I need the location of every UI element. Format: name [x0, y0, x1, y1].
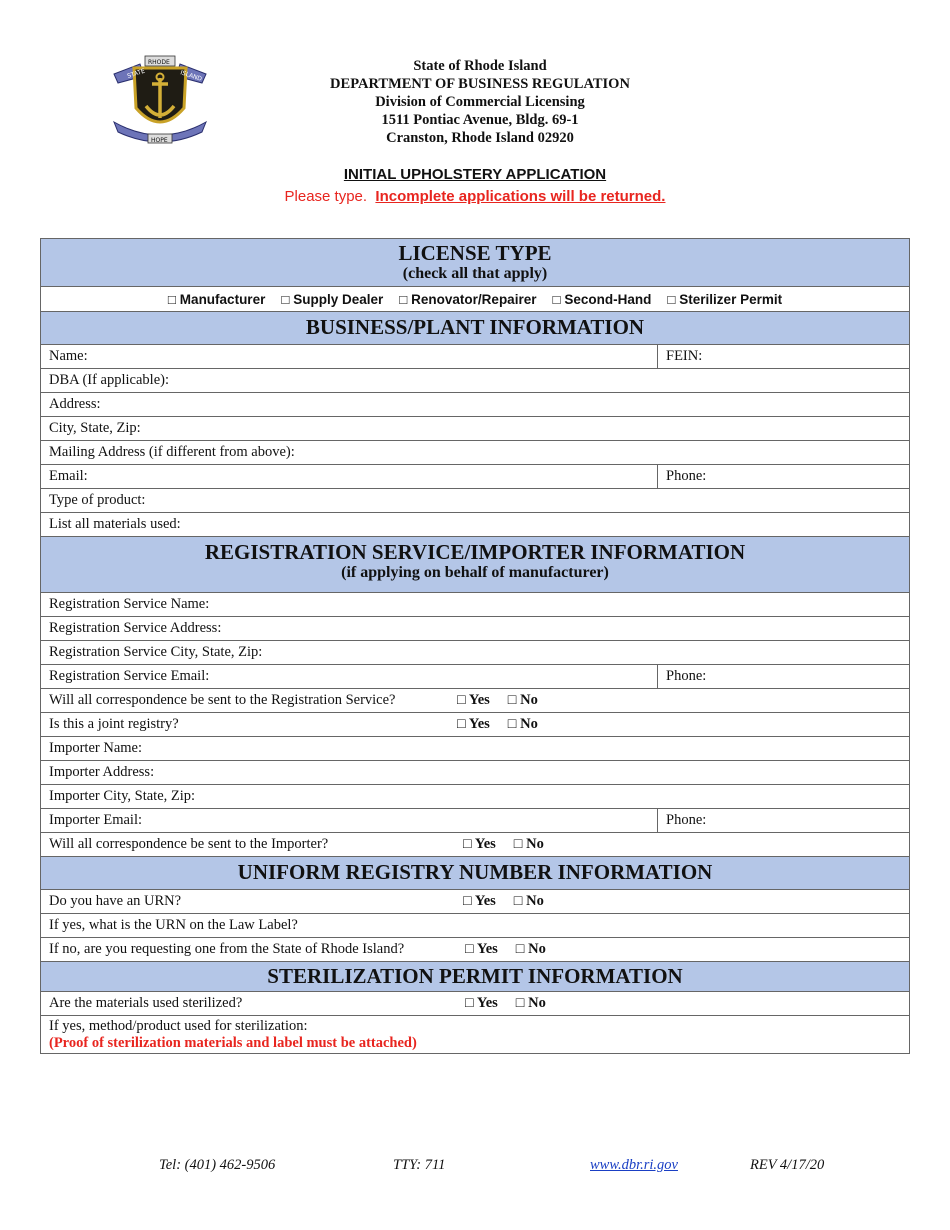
- instructions-plain: Please type.: [284, 188, 368, 205]
- yes-checkbox[interactable]: □ Yes: [463, 893, 496, 909]
- field-row: [41, 465, 909, 489]
- no-checkbox[interactable]: □ No: [513, 836, 544, 852]
- importer-email-field[interactable]: Importer Email:: [49, 812, 143, 828]
- field-row: [41, 593, 909, 617]
- checkbox-sterilizer-permit[interactable]: □ Sterilizer Permit: [667, 291, 783, 307]
- field-row: [41, 513, 909, 537]
- field-row: [41, 785, 909, 809]
- product-type-field[interactable]: Type of product:: [49, 492, 146, 508]
- field-row: [41, 1016, 909, 1053]
- no-checkbox[interactable]: □ No: [513, 893, 544, 909]
- field-row: [41, 809, 909, 833]
- agency-header: [300, 57, 660, 147]
- checkbox-renovator-repairer[interactable]: □ Renovator/Repairer: [399, 291, 537, 307]
- section-registration: [41, 537, 909, 593]
- field-row: [41, 345, 909, 369]
- seal-word: HOPE: [151, 137, 168, 144]
- section-business: [41, 312, 909, 345]
- field-row: [41, 393, 909, 417]
- section-urn: [41, 857, 909, 890]
- state-seal: [110, 52, 210, 147]
- seal-word: ISLAND: [179, 69, 203, 83]
- proof-note: (Proof of sterilization materials and label must be attached): [49, 1034, 417, 1051]
- application-form: [40, 238, 910, 1054]
- have-urn-question: [41, 890, 909, 913]
- form-instructions: [0, 188, 950, 205]
- yes-no-options: [457, 716, 556, 733]
- importer-address-field[interactable]: Importer Address:: [49, 764, 155, 780]
- importer-correspondence-question: [41, 833, 909, 856]
- question-label: Do you have an URN?: [49, 893, 182, 909]
- yes-no-options: [463, 836, 562, 853]
- section-title: UNIFORM REGISTRY NUMBER INFORMATION: [237, 860, 713, 884]
- section-subtitle: (check all that apply): [402, 265, 548, 282]
- yes-no-options: [457, 692, 556, 709]
- yes-no-row: [41, 689, 909, 713]
- yes-no-row: [41, 938, 909, 962]
- joint-registry-question: [41, 713, 909, 736]
- mailing-address-field[interactable]: Mailing Address (if different from above):: [49, 444, 295, 460]
- no-checkbox[interactable]: □ No: [515, 995, 546, 1011]
- materials-field[interactable]: List all materials used:: [49, 516, 181, 532]
- seal-word: RHODE: [148, 59, 170, 66]
- email-field[interactable]: Email:: [49, 468, 88, 484]
- importer-city-field[interactable]: Importer City, State, Zip:: [49, 788, 196, 804]
- yes-checkbox[interactable]: □ Yes: [465, 941, 498, 957]
- city-state-zip-field[interactable]: City, State, Zip:: [49, 420, 141, 436]
- header-department: DEPARTMENT OF BUSINESS REGULATION: [330, 76, 630, 92]
- question-label: Are the materials used sterilized?: [49, 995, 243, 1011]
- section-title: LICENSE TYPE: [398, 241, 552, 265]
- header-city: Cranston, Rhode Island 02920: [386, 130, 574, 146]
- dba-field[interactable]: DBA (If applicable):: [49, 372, 169, 388]
- field-row: [41, 641, 909, 665]
- yes-no-options: [465, 941, 564, 958]
- fein-field[interactable]: FEIN:: [657, 345, 909, 368]
- field-row: [41, 417, 909, 441]
- section-license-type: [41, 239, 909, 287]
- yes-checkbox[interactable]: □ Yes: [457, 692, 490, 708]
- registration-service-name-field[interactable]: Registration Service Name:: [49, 596, 210, 612]
- no-checkbox[interactable]: □ No: [515, 941, 546, 957]
- address-field[interactable]: Address:: [49, 396, 101, 412]
- name-field[interactable]: Name:: [49, 348, 88, 364]
- yes-no-options: [463, 893, 562, 910]
- footer-revision: REV 4/17/20: [750, 1157, 825, 1173]
- question-label: Is this a joint registry?: [49, 716, 179, 732]
- field-row: [41, 737, 909, 761]
- field-row: [41, 761, 909, 785]
- rhode-island-seal-icon: [110, 52, 210, 147]
- no-checkbox[interactable]: □ No: [507, 716, 538, 732]
- yes-no-options: [465, 995, 564, 1012]
- yes-no-row: [41, 833, 909, 857]
- registration-service-email-field[interactable]: Registration Service Email:: [49, 668, 210, 684]
- registration-service-city-field[interactable]: Registration Service City, State, Zip:: [49, 644, 263, 660]
- header-division: Division of Commercial Licensing: [375, 94, 585, 110]
- section-title: BUSINESS/PLANT INFORMATION: [305, 315, 645, 339]
- no-checkbox[interactable]: □ No: [507, 692, 538, 708]
- seal-word: STATE: [126, 67, 146, 80]
- yes-no-row: [41, 992, 909, 1016]
- registration-correspondence-question: [41, 689, 909, 712]
- footer-website-link[interactable]: www.dbr.ri.gov: [590, 1157, 678, 1173]
- registration-service-address-field[interactable]: Registration Service Address:: [49, 620, 222, 636]
- section-title: REGISTRATION SERVICE/IMPORTER INFORMATION: [204, 540, 746, 564]
- sterilization-method-field[interactable]: [41, 1016, 909, 1053]
- phone-field[interactable]: Phone:: [657, 465, 909, 488]
- field-row: [41, 369, 909, 393]
- yes-checkbox[interactable]: □ Yes: [463, 836, 496, 852]
- form-title: INITIAL UPHOLSTERY APPLICATION: [343, 166, 607, 183]
- field-row: [41, 665, 909, 689]
- section-subtitle: (if applying on behalf of manufacturer): [341, 564, 609, 581]
- field-row: [41, 441, 909, 465]
- yes-checkbox[interactable]: □ Yes: [457, 716, 490, 732]
- importer-phone-field[interactable]: Phone:: [657, 809, 909, 832]
- checkbox-second-hand[interactable]: □ Second-Hand: [552, 291, 652, 307]
- field-row: [41, 489, 909, 513]
- yes-checkbox[interactable]: □ Yes: [465, 995, 498, 1011]
- section-sterilization: [41, 962, 909, 992]
- footer-tty: TTY: 711: [393, 1157, 446, 1173]
- registration-service-phone-field[interactable]: Phone:: [657, 665, 909, 688]
- section-title: STERILIZATION PERMIT INFORMATION: [267, 964, 683, 988]
- urn-law-label-field[interactable]: If yes, what is the URN on the Law Label?: [49, 917, 298, 933]
- footer-tel: Tel: (401) 462-9506: [159, 1157, 276, 1173]
- instructions-emphasis: Incomplete applications will be returned.: [375, 188, 666, 205]
- field-row: [41, 617, 909, 641]
- question-label: Will all correspondence be sent to the Registration Service?: [49, 692, 396, 708]
- license-type-options: [41, 287, 909, 312]
- checkbox-supply-dealer[interactable]: □ Supply Dealer: [281, 291, 384, 307]
- field-row: [41, 914, 909, 938]
- checkbox-manufacturer[interactable]: □ Manufacturer: [167, 291, 266, 307]
- sterilized-question: [41, 992, 909, 1015]
- question-label: If yes, method/product used for sterilization:: [49, 1017, 308, 1034]
- header-street: 1511 Pontiac Avenue, Bldg. 69-1: [381, 112, 579, 128]
- request-urn-question: [41, 938, 909, 961]
- question-label: If no, are you requesting one from the State of Rhode Island?: [49, 941, 405, 957]
- header-state: State of Rhode Island: [413, 58, 547, 74]
- yes-no-row: [41, 713, 909, 737]
- importer-name-field[interactable]: Importer Name:: [49, 740, 143, 756]
- yes-no-row: [41, 890, 909, 914]
- question-label: Will all correspondence be sent to the Importer?: [49, 836, 329, 852]
